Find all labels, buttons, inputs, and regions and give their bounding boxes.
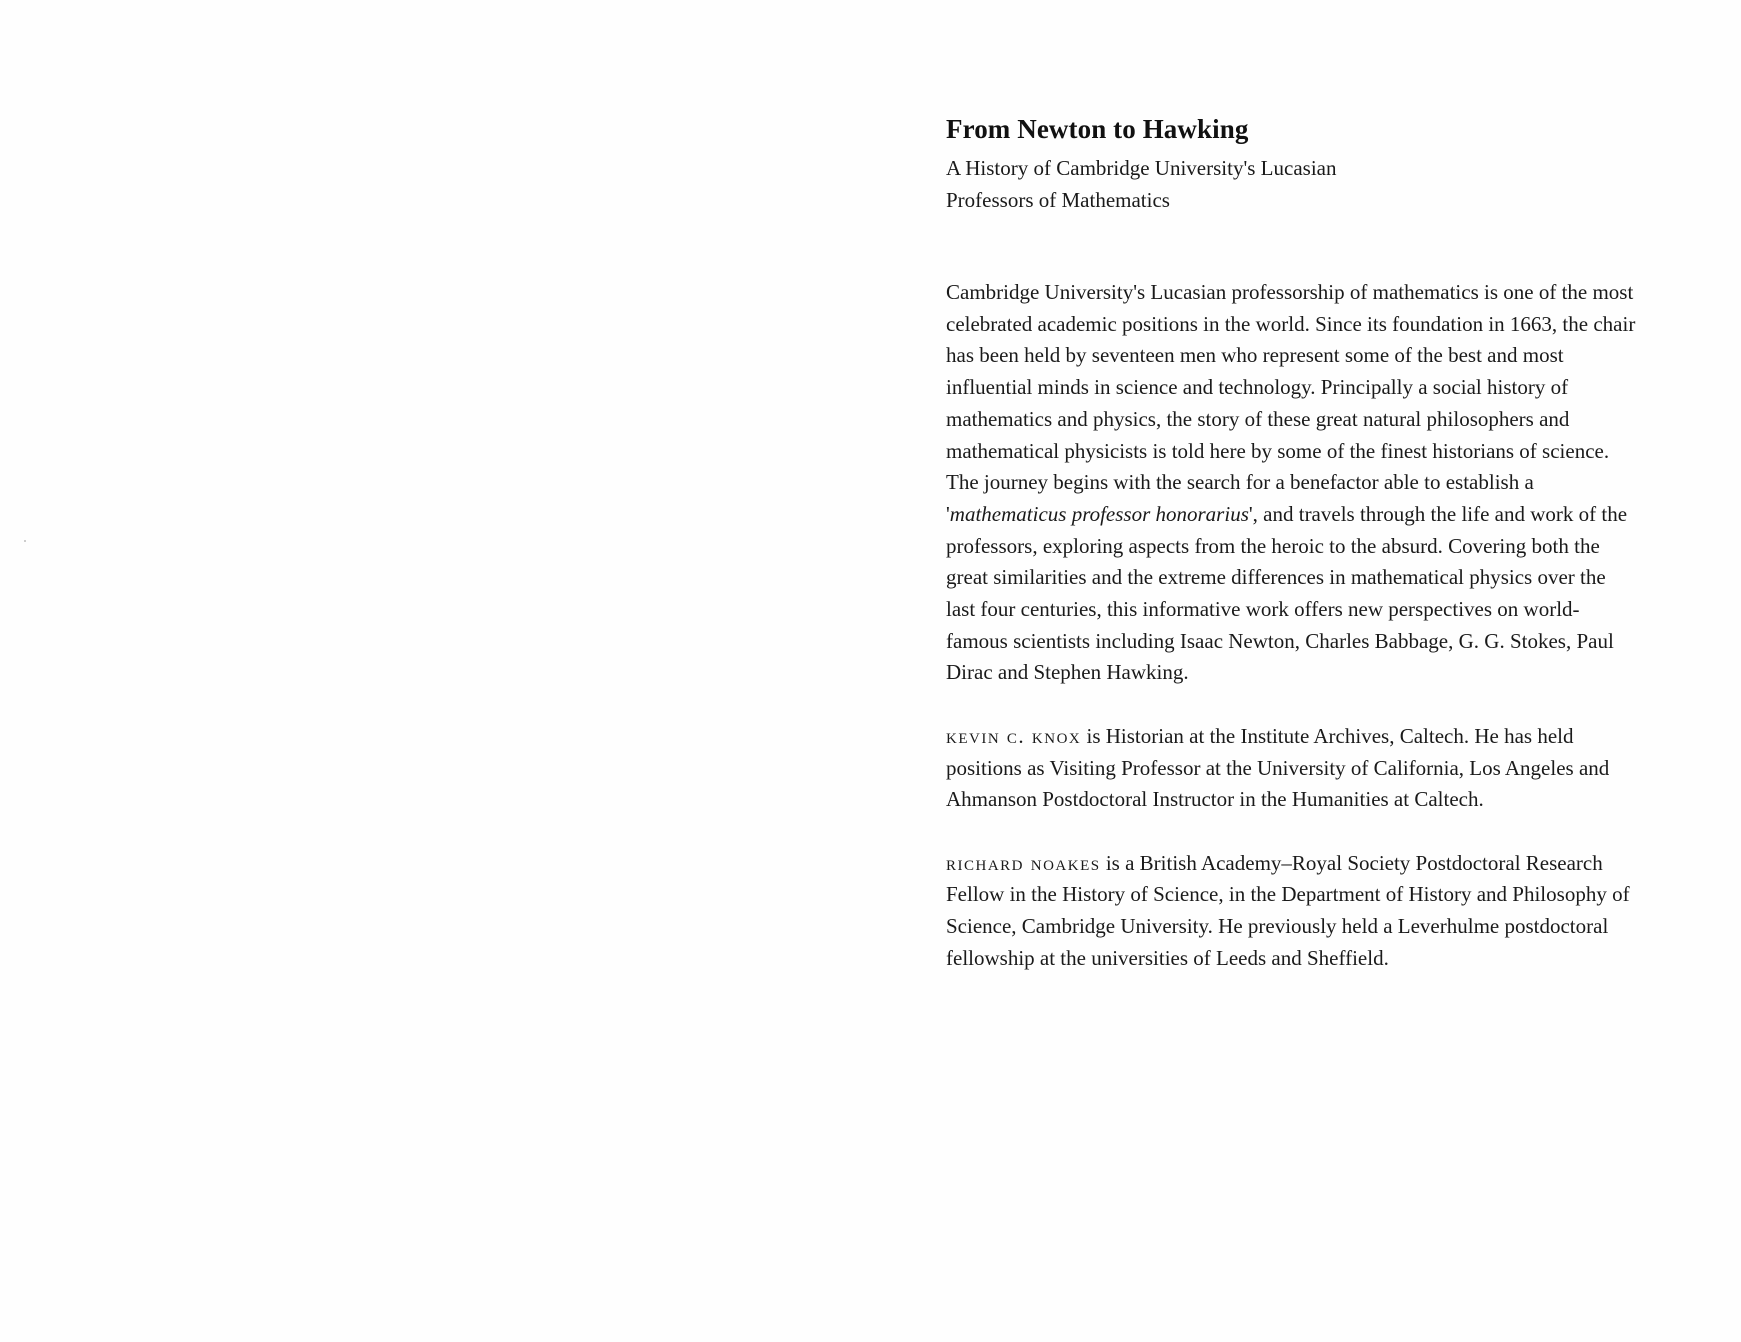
author-bio-text: is Historian at the Institute Archives, Caltech. He has held positions as Visiting Professor at the University of California, Los Angeles and Ahmanson Postdoctoral Instructor in the Humanities at Caltech.	[946, 723, 1610, 812]
left-page-blank	[0, 0, 870, 1342]
description-text: Cambridge University's Lucasian professorship of mathematics is one of the most celebrated academic positions in the world. Since its foundation in 1663, the chair has been held by seventeen men who represent some of the best and most influential minds in science and technology. Principally a social history of mathematics and physics, the story of these great natural philosophers and mathematical physicists is told here by some of the finest historians of science. The journey begins with the search for a benefactor able to establish a '	[946, 280, 1636, 526]
author-bio-1	[946, 721, 1636, 816]
description-text-continued: ', and travels through the life and work of the professors, exploring aspects from the heroic to the absurd. Covering both the great similarities and the extreme differences in mathematical physics over the last four centuries, this informative work offers new perspectives on world-famous scientists including Isaac Newton, Charles Babbage, G. G. Stokes, Paul Dirac and Stephen Hawking.	[946, 501, 1628, 685]
book-subtitle: A History of Cambridge University's Lucasian Professors of Mathematics	[946, 156, 1337, 212]
author-name: kevin c. knox	[946, 723, 1082, 748]
half-title-text	[946, 112, 1636, 974]
right-page	[870, 0, 1741, 1342]
book-description	[946, 277, 1636, 689]
author-bio-2	[946, 848, 1636, 975]
book-title: From Newton to Hawking	[946, 114, 1249, 144]
author-bio-text: is a British Academy–Royal Society Postdoctoral Research Fellow in the History of Science, in the Department of History and Philosophy of Science, Cambridge University. He previously held a Leverhulme postdoctoral fellowship at the universities of Leeds and Sheffield.	[946, 850, 1630, 970]
scan-speck	[24, 540, 26, 542]
description-italic-phrase: mathematicus professor honorarius	[949, 501, 1249, 526]
author-name: richard noakes	[946, 850, 1101, 875]
